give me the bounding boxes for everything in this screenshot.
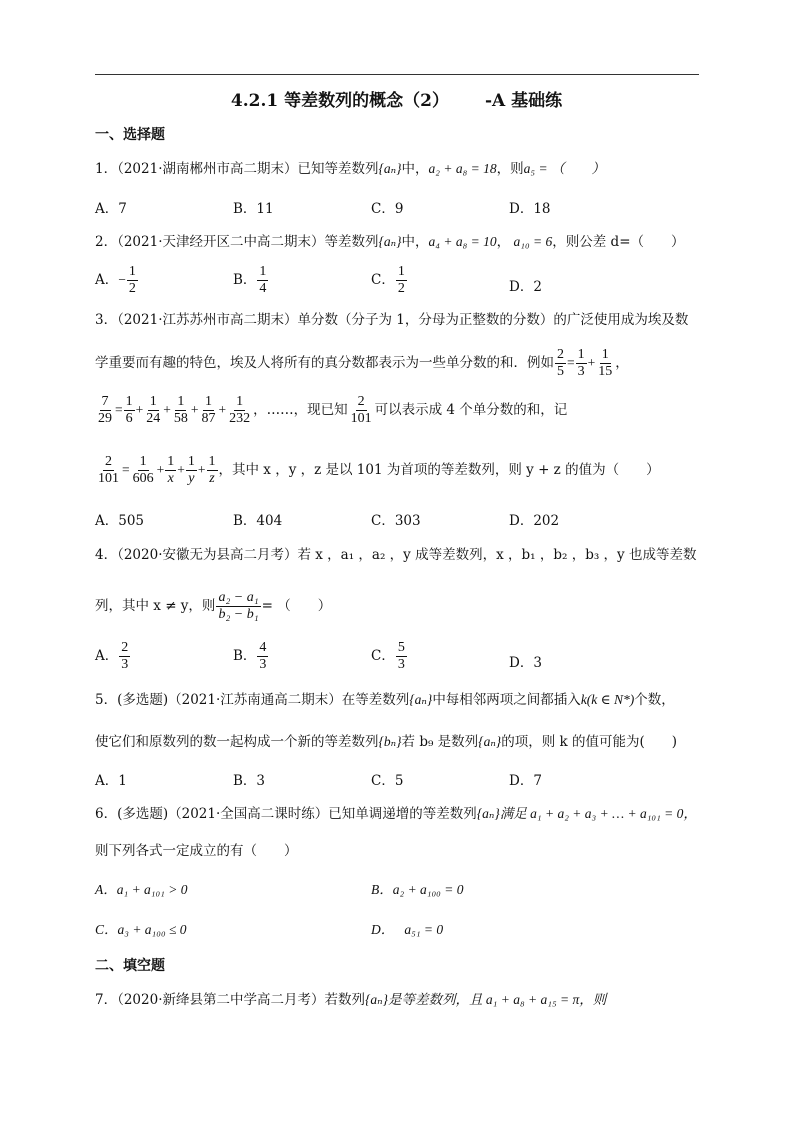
question-3-line-2: 学重要而有趣的特色，埃及人将所有的真分数都表示为一些单分数的和．例如 $\frac{2}{5}$ = $\frac{1}{3}$ + $\frac{1}{15}$ ，	[95, 347, 629, 379]
q1-option-a: A．7	[95, 201, 127, 217]
section-choice-heading: 一、选择题	[95, 127, 165, 143]
section-fill-heading: 二、填空题	[95, 958, 165, 974]
question-1: 1．（2021·湖南郴州市高二期末）已知等差数列{aₙ}中，a₂ + a₈ = 18，则a₅ = （ ）	[95, 161, 605, 177]
question-2: 2．（2021·天津经开区二中高二期末）等差数列{aₙ}中，a₄ + a₈ = 10， a₁₀ = 6，则公差 d=（ ）	[95, 234, 685, 250]
question-5-line-2: 使它们和原数列的数一起构成一个新的等差数列{bₙ}若 b₉ 是数列{aₙ}的项，则 k 的值可能为( )	[95, 734, 677, 750]
q3-option-d: D．202	[509, 513, 560, 529]
question-5-line-1: 5．(多选题)（2021·江苏南通高二期末）在等差数列{aₙ}中每相邻两项之间都插入k(k ∈ N*)个数，	[95, 692, 675, 708]
question-7: 7．（2020·新绛县第二中学高二月考）若数列{aₙ}是等差数列，且 a₁ + a₈ + a₁₅ = π，则	[95, 992, 607, 1008]
q4-option-c: C． $\frac{5}{3}$	[371, 640, 405, 672]
q3-option-c: C．303	[371, 513, 421, 529]
q5-option-b: B．3	[233, 773, 266, 789]
q3-option-a: A．505	[95, 513, 145, 529]
q6-option-a: A．a₁ + a₁₀₁ > 0	[95, 882, 188, 897]
q1-option-d: D．18	[509, 201, 551, 217]
q2-option-b: B． $\frac{1}{4}$	[233, 264, 267, 296]
q6-option-c: C．a₃ + a₁₀₀ ≤ 0	[95, 922, 187, 937]
q2-option-c: C． $\frac{1}{2}$	[371, 264, 405, 296]
q1-option-b: B．11	[233, 201, 274, 217]
q1-option-c: C．9	[371, 201, 404, 217]
q6-option-d: D． a₅₁ = 0	[371, 922, 444, 937]
q4-option-a: A． $\frac{2}{3}$	[95, 640, 129, 672]
question-4-line-2: 列，其中 x ≠ y，则 $\frac{\text{a₂ − a₁}}{\text{b₂ − b₁}}$ = （ ）	[95, 590, 332, 622]
question-3-line-1: 3．（2021·江苏苏州市高二期末）单分数（分子为 1，分母为正整数的分数）的广泛使用成为埃及数	[95, 312, 689, 328]
header-rule	[95, 74, 699, 75]
question-3-line-4: $\frac{2}{101}$ = $\frac{1}{606}$ + $\frac{1}{x}$ + $\frac{1}{y}$ + $\frac{1}{z}$ ，其中 x ，y ，z 是以 101 为首项的等差数列，则 y + z 的值为（ ）	[98, 454, 660, 486]
q5-option-d: D．7	[509, 773, 542, 789]
question-6-line-2: 则下列各式一定成立的有（ ）	[95, 843, 298, 859]
q6-option-b: B．a₂ + a₁₀₀ = 0	[371, 882, 464, 897]
q3-option-b: B．404	[233, 513, 283, 529]
q5-option-a: A．1	[95, 773, 127, 789]
question-6-line-1: 6．(多选题)（2021·全国高二课时练）已知单调递增的等差数列{aₙ}满足 a₁ + a₂ + a₃ + … + a₁₀₁ = 0，	[95, 806, 697, 822]
q2-option-d: D．2	[509, 279, 542, 295]
question-4-line-1: 4．（2020·安徽无为县高二月考）若 x ，a₁ ，a₂ ，y 成等差数列，x ，b₁ ，b₂ ，b₃ ，y 也成等差数	[95, 547, 697, 563]
page-title: 4.2.1 等差数列的概念（2） -A 基础练	[230, 91, 563, 111]
q4-option-d: D．3	[509, 655, 542, 671]
q4-option-b: B． $\frac{4}{3}$	[233, 640, 267, 672]
q5-option-c: C．5	[371, 773, 404, 789]
question-3-line-3: $\frac{7}{29}$ = $\frac{1}{6}$ + $\frac{1}{24}$ + $\frac{1}{58}$ + $\frac{1}{87}$ + $\frac{1}{232}$ ，……，现已知 $\frac{2}{101}$ 可以表示成 4 个单分数的和，记	[98, 394, 568, 426]
q2-option-a: A．− $\frac{1}{2}$	[95, 264, 136, 296]
